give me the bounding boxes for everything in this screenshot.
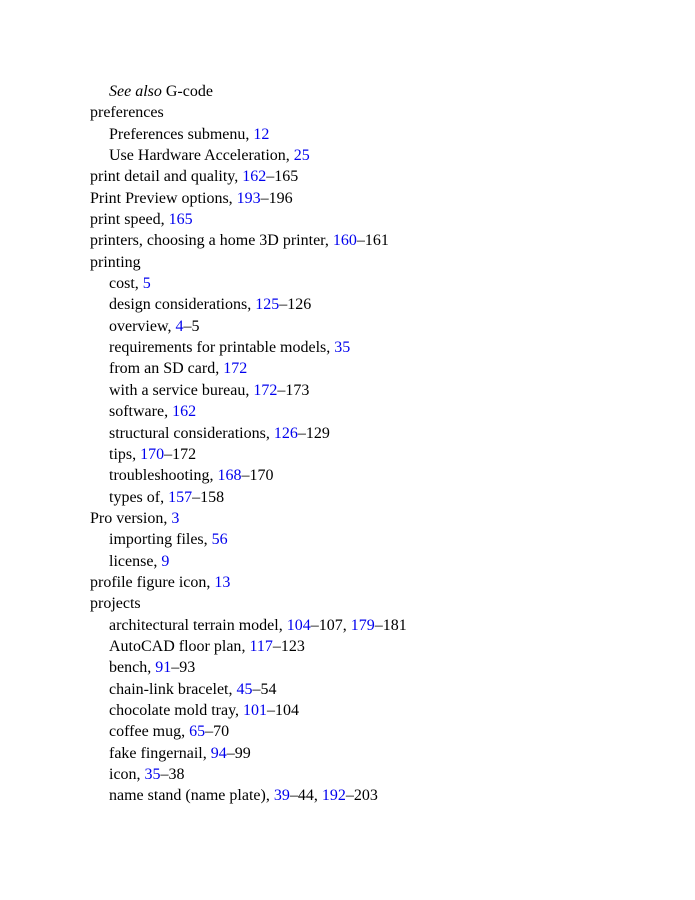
index-subentry bbox=[90, 81, 407, 102]
index-subentry: software, 162 bbox=[109, 403, 197, 421]
index-term: print detail and quality bbox=[90, 168, 235, 186]
index-term: software bbox=[109, 403, 165, 421]
page-range-end: 104 bbox=[275, 701, 300, 719]
page-link[interactable]: 162 bbox=[172, 403, 197, 421]
index-subentry: icon, 35–38 bbox=[109, 766, 185, 783]
page-link[interactable]: 172 bbox=[253, 381, 278, 399]
index-term: preferences bbox=[90, 104, 164, 122]
index-subentry: Preferences submenu, 12 bbox=[109, 125, 270, 143]
index-subentry: bench, 91–93 bbox=[109, 659, 196, 677]
page-link[interactable]: 117 bbox=[249, 637, 273, 655]
page-link[interactable]: 193 bbox=[236, 189, 261, 207]
page-link[interactable]: 3 bbox=[171, 509, 180, 527]
index-subentry: fake fingernail, 94–99 bbox=[109, 744, 251, 762]
index-subentry: importing files, 56 bbox=[109, 531, 228, 549]
page-link[interactable]: 179 bbox=[350, 616, 375, 634]
index-subentry: AutoCAD floor plan, 117–123 bbox=[109, 637, 305, 655]
page-link[interactable]: 4 bbox=[175, 317, 184, 335]
index-subentry: license, 9 bbox=[109, 552, 170, 570]
index-list bbox=[90, 81, 407, 807]
index-term: structural considerations bbox=[109, 424, 266, 442]
page-link[interactable]: 160 bbox=[332, 232, 357, 250]
index-subentry: architectural terrain model, 104–107, 179–181 bbox=[109, 616, 407, 634]
page-link[interactable]: 192 bbox=[321, 787, 346, 805]
page-link[interactable]: 126 bbox=[273, 424, 298, 442]
index-subentry: types of, 157–158 bbox=[109, 488, 225, 506]
index-entry: Pro version, 3 bbox=[90, 509, 180, 527]
index-term: Pro version bbox=[90, 509, 164, 527]
index-term: from an SD card bbox=[109, 360, 216, 378]
index-subentry: with a service bureau, 172–173 bbox=[109, 381, 310, 399]
index-subentry: name stand (name plate), 39–44, 192–203 bbox=[109, 787, 378, 805]
index-term: projects bbox=[90, 595, 141, 613]
index-subentry: chain-link bracelet, 45–54 bbox=[109, 680, 277, 698]
index-term: chocolate mold tray bbox=[109, 701, 236, 719]
index-subentry: structural considerations, 126–129 bbox=[109, 424, 330, 442]
index-entry bbox=[90, 252, 407, 273]
page-link[interactable]: 65 bbox=[189, 723, 206, 741]
index-term: cost bbox=[109, 275, 135, 293]
index-term: icon bbox=[109, 766, 137, 783]
page-link[interactable]: 94 bbox=[210, 744, 227, 762]
index-term: fake fingernail bbox=[109, 744, 203, 762]
page-range-end: 158 bbox=[200, 488, 225, 506]
page-range-end: 203 bbox=[353, 787, 378, 805]
page-link[interactable]: 172 bbox=[223, 360, 248, 378]
page-range-end: 170 bbox=[249, 467, 274, 485]
page-range-end: 196 bbox=[268, 189, 293, 207]
index-term: bench bbox=[109, 659, 148, 677]
index-term: tips bbox=[109, 445, 133, 463]
page-link[interactable]: 35 bbox=[144, 766, 161, 783]
index-entry: print detail and quality, 162–165 bbox=[90, 168, 299, 186]
page-range-end: 5 bbox=[191, 317, 200, 335]
index-subentry: coffee mug, 65–70 bbox=[109, 723, 230, 741]
page-link[interactable]: 56 bbox=[211, 531, 228, 549]
index-entry: Print Preview options, 193–196 bbox=[90, 189, 293, 207]
index-term: overview bbox=[109, 317, 168, 335]
index-term: design considerations bbox=[109, 296, 248, 314]
page-range-end: 38 bbox=[168, 766, 185, 783]
index-term: troubleshooting bbox=[109, 467, 210, 485]
page-link[interactable]: 45 bbox=[236, 680, 253, 698]
index-term: print speed bbox=[90, 211, 161, 229]
page-link[interactable]: 165 bbox=[168, 211, 193, 229]
page-range-end: 93 bbox=[179, 659, 196, 677]
index-subentry: Use Hardware Acceleration, 25 bbox=[109, 147, 310, 165]
index-term: architectural terrain model bbox=[109, 616, 279, 634]
index-term: types of bbox=[109, 488, 161, 506]
index-subentry: design considerations, 125–126 bbox=[109, 296, 312, 314]
index-term: AutoCAD floor plan bbox=[109, 637, 242, 655]
see-also-label: See also bbox=[109, 83, 162, 100]
page-range-end: 70 bbox=[213, 723, 230, 741]
index-subentry: overview, 4–5 bbox=[109, 317, 200, 335]
page-link[interactable]: 5 bbox=[142, 275, 151, 293]
page-range-end: 123 bbox=[280, 637, 305, 655]
page-link[interactable]: 157 bbox=[168, 488, 193, 506]
page-range-end: 165 bbox=[274, 168, 299, 186]
index-term: printers, choosing a home 3D printer bbox=[90, 232, 325, 250]
page-link[interactable]: 25 bbox=[293, 147, 310, 165]
page-range-end: 44 bbox=[297, 787, 314, 805]
page-range-end: 181 bbox=[382, 616, 407, 634]
index-entry: profile figure icon, 13 bbox=[90, 573, 231, 591]
page-range-end: 129 bbox=[305, 424, 330, 442]
page-range-end: 107 bbox=[318, 616, 343, 634]
index-term: Print Preview options bbox=[90, 189, 229, 207]
page-range-end: 161 bbox=[364, 232, 389, 250]
page-link[interactable]: 101 bbox=[243, 701, 268, 719]
index-term: coffee mug bbox=[109, 723, 182, 741]
page-range-end: 99 bbox=[234, 744, 251, 762]
index-term: profile figure icon bbox=[90, 573, 207, 591]
index-term: requirements for printable models bbox=[109, 339, 327, 357]
page-link[interactable]: 168 bbox=[217, 467, 242, 485]
page-link[interactable]: 35 bbox=[334, 339, 351, 357]
index-subentry: tips, 170–172 bbox=[109, 445, 197, 463]
page-link[interactable]: 125 bbox=[255, 296, 280, 314]
index-term: printing bbox=[90, 253, 141, 271]
index-entry bbox=[90, 593, 407, 614]
index-subentry: troubleshooting, 168–170 bbox=[109, 467, 274, 485]
index-entry: printers, choosing a home 3D printer, 160–161 bbox=[90, 232, 389, 250]
index-entry bbox=[90, 102, 407, 123]
index-subentry: cost, 5 bbox=[109, 275, 151, 293]
index-term: chain-link bracelet bbox=[109, 680, 229, 698]
index-term: importing files bbox=[109, 531, 204, 549]
page-range-end: 173 bbox=[285, 381, 310, 399]
index-term: G-code bbox=[165, 83, 213, 100]
page-link[interactable]: 104 bbox=[286, 616, 311, 634]
page-link[interactable]: 9 bbox=[161, 552, 170, 570]
page-range-end: 126 bbox=[287, 296, 312, 314]
page-link[interactable]: 91 bbox=[155, 659, 172, 677]
page-range-end: 54 bbox=[260, 680, 277, 698]
page-link[interactable]: 12 bbox=[253, 125, 270, 143]
index-term: name stand (name plate) bbox=[109, 787, 266, 805]
index-term: with a service bureau bbox=[109, 381, 246, 399]
index-term: Preferences submenu bbox=[109, 125, 246, 143]
index-term: license bbox=[109, 552, 154, 570]
page-range-end: 172 bbox=[172, 445, 197, 463]
page-link[interactable]: 13 bbox=[214, 573, 231, 591]
page-link[interactable]: 39 bbox=[273, 787, 290, 805]
index-term: Use Hardware Acceleration bbox=[109, 147, 286, 165]
index-subentry: chocolate mold tray, 101–104 bbox=[109, 701, 300, 719]
page-link[interactable]: 170 bbox=[140, 445, 165, 463]
page-link[interactable]: 162 bbox=[242, 168, 267, 186]
index-subentry: from an SD card, 172 bbox=[109, 360, 248, 378]
index-entry: print speed, 165 bbox=[90, 211, 193, 229]
index-subentry: requirements for printable models, 35 bbox=[109, 339, 351, 357]
